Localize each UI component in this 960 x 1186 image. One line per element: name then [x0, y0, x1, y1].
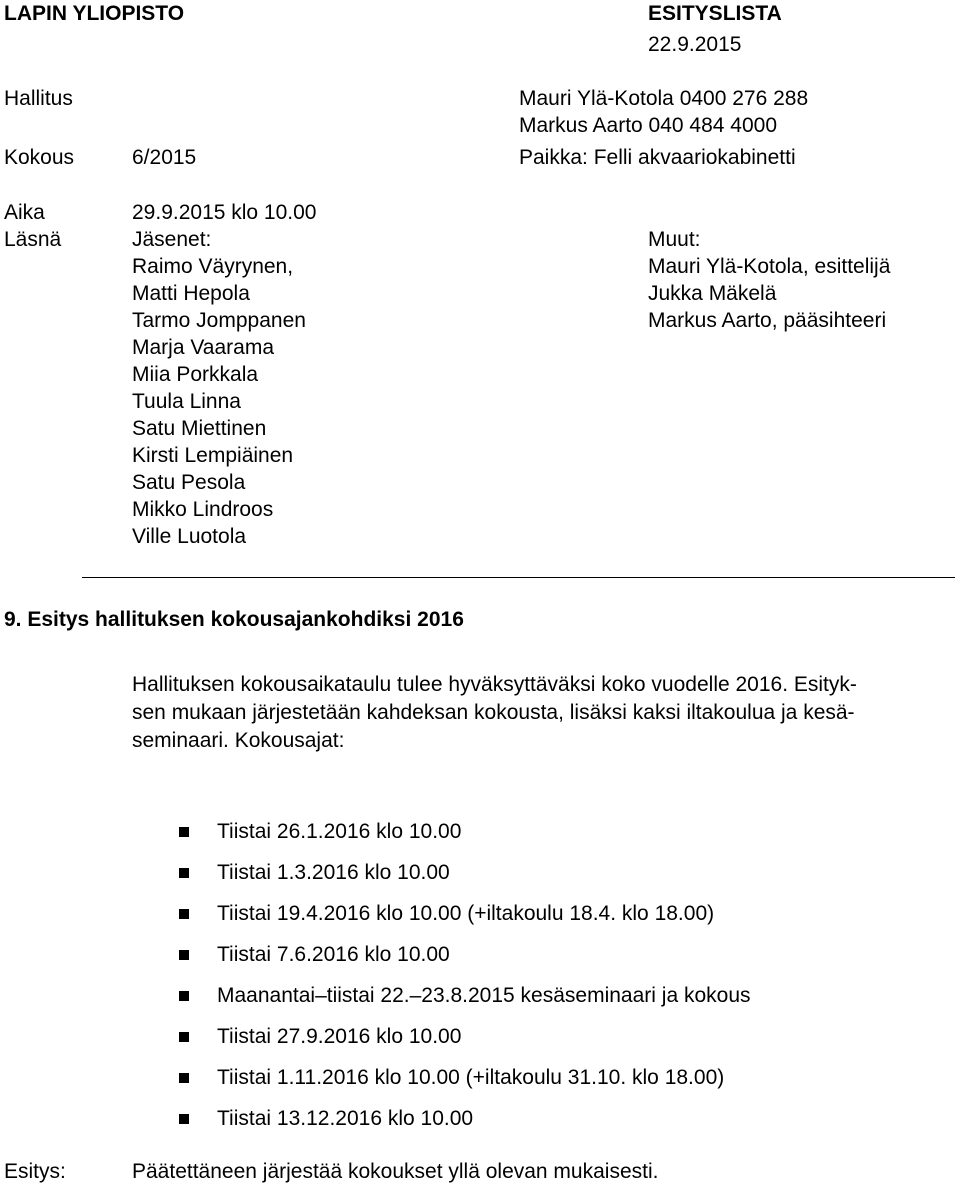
bullet-icon [179, 991, 189, 1001]
meeting-date: Tiistai 27.9.2016 klo 10.00 [217, 1025, 462, 1048]
member-name: Miia Porkkala [132, 363, 259, 386]
members-heading: Jäsenet: [132, 228, 212, 251]
other-attendee: Jukka Mäkelä [648, 282, 777, 305]
item-description [132, 671, 922, 755]
meeting-date: Tiistai 1.3.2016 klo 10.00 [217, 861, 450, 884]
contact-1: Mauri Ylä-Kotola 0400 276 288 [519, 87, 809, 110]
meeting-date: Tiistai 26.1.2016 klo 10.00 [217, 820, 462, 843]
bullet-icon [179, 950, 189, 960]
description-line: sen mukaan järjestetään kahdeksan kokousta, lisäksi kaksi iltakoulua ja kesä- [132, 701, 855, 724]
other-attendee: Mauri Ylä-Kotola, esittelijä [648, 255, 891, 278]
member-name: Tarmo Jomppanen [132, 309, 306, 332]
description-line: Hallituksen kokousaikataulu tulee hyväksyttäväksi koko vuodelle 2016. Esityk- [132, 673, 857, 696]
member-name: Marja Vaarama [132, 336, 274, 359]
member-name: Ville Luotola [132, 525, 247, 548]
bullet-icon [179, 1114, 189, 1124]
proposal-label: Esitys: [4, 1160, 66, 1183]
time-value: 29.9.2015 klo 10.00 [132, 201, 317, 224]
time-label: Aika [4, 201, 45, 224]
member-name: Mikko Lindroos [132, 498, 274, 521]
meeting-label: Kokous [4, 146, 75, 169]
others-heading: Muut: [648, 228, 701, 251]
section-divider [82, 577, 955, 578]
meeting-date: Tiistai 1.11.2016 klo 10.00 (+iltakoulu 31.10. klo 18.00) [217, 1066, 725, 1089]
bullet-icon [179, 909, 189, 919]
present-label: Läsnä [4, 228, 62, 251]
meeting-place: Paikka: Felli akvaariokabinetti [519, 146, 796, 169]
org-name: LAPIN YLIOPISTO [4, 2, 185, 25]
member-name: Raimo Väyrynen, [132, 255, 294, 278]
proposal-text: Päätettäneen järjestää kokoukset yllä olevan mukaisesti. [132, 1160, 659, 1183]
member-name: Matti Hepola [132, 282, 250, 305]
bullet-icon [179, 868, 189, 878]
description-line: seminaari. Kokousajat: [132, 729, 345, 752]
bullet-icon [179, 1073, 189, 1083]
member-name: Satu Pesola [132, 471, 246, 494]
meeting-number: 6/2015 [132, 146, 197, 169]
member-name: Satu Miettinen [132, 417, 267, 440]
document-type: ESITYSLISTA [648, 2, 782, 25]
body-label: Hallitus [4, 87, 73, 110]
other-attendee: Markus Aarto, pääsihteeri [648, 309, 887, 332]
document-date: 22.9.2015 [648, 33, 742, 56]
bullet-icon [179, 1032, 189, 1042]
member-name: Kirsti Lempiäinen [132, 444, 294, 467]
contact-2: Markus Aarto 040 484 4000 [519, 114, 778, 137]
bullet-icon [179, 827, 189, 837]
meeting-date: Tiistai 19.4.2016 klo 10.00 (+iltakoulu 18.4. klo 18.00) [217, 902, 715, 925]
meeting-date: Tiistai 7.6.2016 klo 10.00 [217, 943, 450, 966]
meeting-date: Maanantai–tiistai 22.–23.8.2015 kesäseminaari ja kokous [217, 984, 751, 1007]
item-title: 9. Esitys hallituksen kokousajankohdiksi 2016 [4, 608, 464, 631]
member-name: Tuula Linna [132, 390, 241, 413]
meeting-date: Tiistai 13.12.2016 klo 10.00 [217, 1107, 474, 1130]
